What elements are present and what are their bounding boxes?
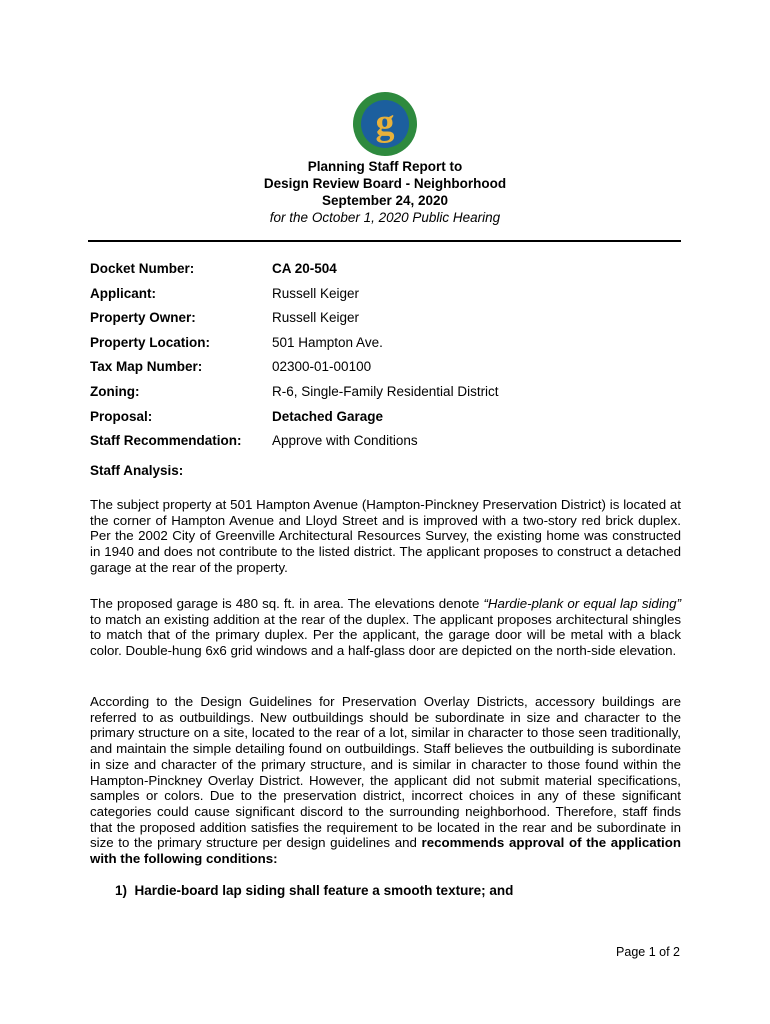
field-row <box>90 432 690 457</box>
p2-text-b: to match an existing addition at the rear of the duplex. The applicant proposes architectural shingles to match that of the primary duplex. Per the applicant, the garage door will be metal with a black color. Double-hung 6x6 grid windows and a half-glass door are depicted on the north-side elevation. <box>90 611 681 659</box>
property-location-label: Property Location: <box>90 334 211 350</box>
p2-text-a: The proposed garage is 480 sq. ft. in area. The elevations denote <box>90 596 484 611</box>
proposal-value: Detached Garage <box>272 408 384 424</box>
header-line-1: Planning Staff Report to <box>307 159 463 174</box>
field-row <box>90 309 690 334</box>
page-number: Page 1 of 2 <box>616 945 680 959</box>
analysis-paragraph-3 <box>90 694 681 867</box>
field-row <box>90 260 690 285</box>
proposal-label: Proposal: <box>90 408 153 424</box>
property-owner-value: Russell Keiger <box>272 310 360 326</box>
field-row <box>90 408 690 433</box>
p2-quote: “Hardie-plank or equal lap siding” <box>483 596 681 611</box>
header-hearing: for the October 1, 2020 Public Hearing <box>269 210 501 225</box>
header-line-2: Design Review Board - Neighborhood <box>263 176 507 191</box>
header-date: September 24, 2020 <box>321 193 449 208</box>
docket-number-label: Docket Number: <box>90 261 195 276</box>
p3-recommendation: recommends approval of the application with the following conditions: <box>90 835 681 867</box>
header-divider <box>88 240 681 242</box>
tax-map-number-label: Tax Map Number: <box>90 359 203 375</box>
field-row <box>90 285 690 310</box>
condition-1: 1) Hardie-board lap siding shall feature a smooth texture; and <box>115 883 514 898</box>
applicant-value: Russell Keiger <box>272 285 360 301</box>
field-row <box>90 334 690 359</box>
docket-number-value: CA 20-504 <box>272 261 337 276</box>
logo-letter: g <box>375 102 395 144</box>
greenville-g-logo-icon <box>352 91 418 157</box>
zoning-label: Zoning: <box>90 383 140 399</box>
field-row <box>90 383 690 408</box>
staff-recommendation-label: Staff Recommendation: <box>90 433 242 449</box>
p3-text: According to the Design Guidelines for Preservation Overlay Districts, accessory buildings are referred to as outbuildings. New outbuildings should be subordinate in size and character to the primary structure on a site, located to the rear of a lot, similar in character to those seen traditionally, and maintain the simple detailing found on outbuildings. Staff believes the outbuilding is subordinate in size and character of the primary structure, and is similar in character to those found within the Hampton-Pinckney Overlay District. However, the applicant did not submit material specifications, samples or colors. Due to the preservation district, incorrect choices in any of these significant categories could cause significant discord to the surrounding neighborhood. Therefore, staff finds that the proposed addition satisfies the requirement to be located in the rear and be subordinate in size to the primary structure per design guidelines and <box>90 694 681 851</box>
staff-analysis-heading: Staff Analysis: <box>90 463 184 478</box>
docket-fields <box>90 260 690 457</box>
field-row <box>90 358 690 383</box>
analysis-paragraph-2 <box>90 596 681 659</box>
analysis-paragraph-1: The subject property at 501 Hampton Avenue (Hampton-Pinckney Preservation District) is located at the corner of Hampton Avenue and Lloyd Street and is improved with a two-story red brick duplex. Per the 2002 City of Greenville Architectural Resources Survey, the existing home was constructed in 1940 and does not contribute to the listed district. The applicant proposes to construct a detached garage at the rear of the property. <box>90 497 681 575</box>
property-owner-label: Property Owner: <box>90 310 196 326</box>
applicant-label: Applicant: <box>90 285 156 301</box>
tax-map-number-value: 02300-01-00100 <box>272 359 372 375</box>
zoning-value: R-6, Single-Family Residential District <box>272 383 499 399</box>
property-location-value: 501 Hampton Ave. <box>272 334 383 350</box>
report-header <box>0 158 770 226</box>
staff-recommendation-value: Approve with Conditions <box>272 433 418 449</box>
